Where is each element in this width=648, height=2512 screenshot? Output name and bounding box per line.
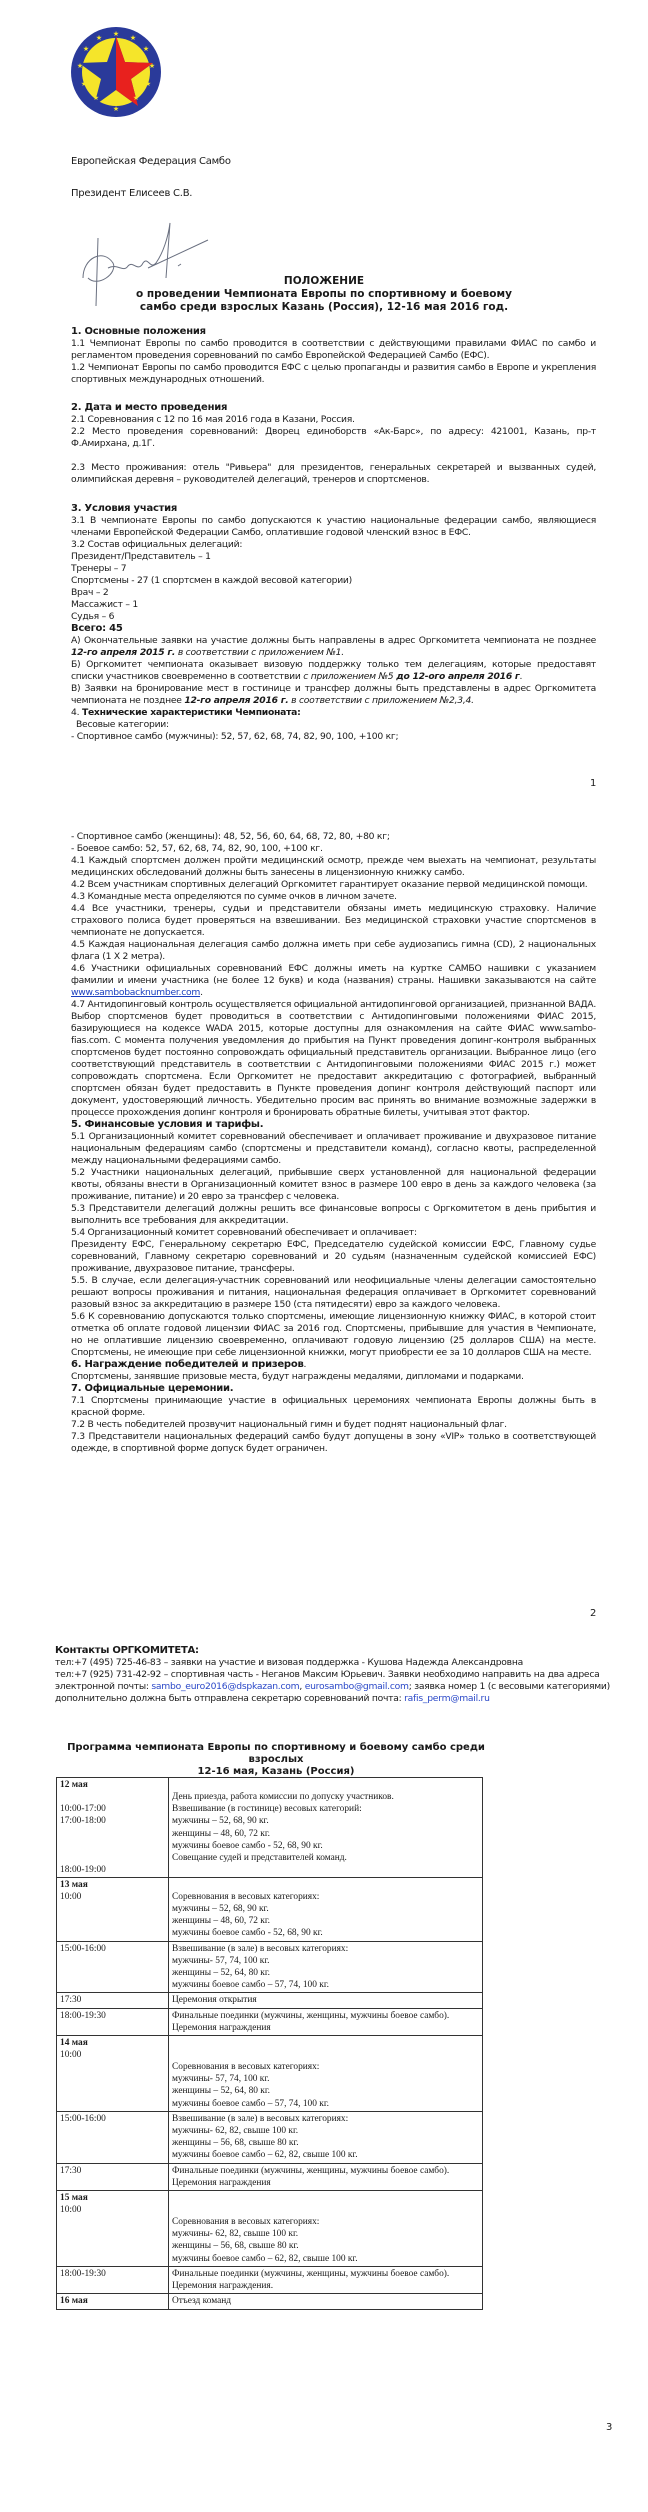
para-4-4: 4.4 Все участники, тренеры, судьи и представители обязаны иметь медицинскую страховку. Наличие страхового полиса будет проверяться на взвешивании. Без медицинской страховки участие спортсменов в чемпионате не допускается. [71,903,596,938]
program-event: Соревнования в весовых категориях: [172,2062,320,2073]
program-event-cell [169,1993,483,2008]
para-2-2: 2.2 Место проведения соревнований: Дворец единоборств «Ак-Барс», по адресу: 421001, Казань, пр-т Ф.Амирхана, д.1Г. [71,426,596,449]
program-event: женщины – 56, 68, свыше 80 кг. [172,2241,299,2252]
program-event [172,1779,479,1791]
svg-text:★: ★ [129,34,137,42]
program-event: мужчины боевое самбо – 62, 82, свыше 100 кг. [172,2253,358,2264]
program-event: Взвешивание (в гостинице) весовых категорий: [172,1804,362,1815]
program-day: 15 мая [60,2193,88,2204]
page-number: 2 [590,1608,597,1619]
program-event-cell [169,2266,483,2293]
program-row [57,2266,483,2293]
program-table [56,1777,483,2310]
program-event: женщины – 52, 64, 80 кг. [172,2086,270,2097]
section-2-heading: 2. Дата и место проведения [71,402,228,413]
delegation-item: Судья – 6 [71,611,115,622]
program-event: мужчины- 57, 74, 100 кг. [172,2074,270,2085]
weights-label: Весовые категории: [76,719,169,730]
para-7-3: 7.3 Представители национальных федераций самбо будут допущены в зону «VIP» только в соответствующей одежде, в спортивной форме допуск будет ограничен. [71,1431,596,1454]
svg-text:★: ★ [92,94,100,102]
program-event: Церемония награждения. [172,2281,274,2292]
weights-women: - Спортивное самбо (женщины): 48, 52, 56, 60, 64, 68, 72, 80, +80 кг; [71,831,390,842]
program-title-line-1: Программа чемпионата Европы по спортивному и боевому самбо среди взрослых [67,1742,485,1765]
program-event: мужчины боевое самбо - 52, 68, 90 кг. [172,1928,323,1939]
program-time-cell [57,2036,169,2112]
program-day: 12 мая [60,1780,88,1790]
program-event-cell [169,1778,483,1878]
email-link[interactable]: eurosambo@gmail.com [304,1681,409,1692]
program-time-cell [57,2111,169,2163]
weights-combat: - Боевое самбо: 52, 57, 62, 68, 74, 82, 90, 100, +100 кг. [71,843,323,854]
program-time: 18:00-19:30 [60,2268,106,2279]
program-time: 17:30 [60,1995,82,2006]
para-3-a: А) Окончательные заявки на участие должны быть направлены в адрес Оргкомитета чемпионата не позднее 12-го апреля 2015 г. в соответствии с приложением №1. [71,635,596,658]
program-event: мужчины – 52, 68, 90 кг. [172,1816,269,1827]
program-event: Церемония награждения [172,2177,271,2188]
program-time: 17:00-18:00 [60,1816,106,1827]
program-row [57,2294,483,2309]
para-2-1: 2.1 Соревнования с 12 по 16 мая 2016 года в Казани, Россия. [71,414,355,425]
svg-text:★: ★ [112,105,120,113]
program-time-cell [57,2008,169,2035]
section-1-heading: 1. Основные положения [71,326,206,337]
program-time: 10:00 [60,1892,82,1903]
para-4-7: 4.7 Антидопинговый контроль осуществляется официальной антидопинговой организацией, признанной ВАДА. Выбор спортсменов будет проводиться в соответствии с Антидопинговыми положениями ФИАС 2015, базирующиеся на кодексе WADA 2015, которые доступны для ознакомления на сайте ФИАС www.sambo-fias.com. С момента получения уведомления до прибытия на Пункт проведения допинг-контроля выбранных спортсменов будет постоянно сопровождать официальный представитель организации. Выбранное лицо (его соответствующий представитель в соответствии с Антидопинговыми положениями ФИАС 2015 г.) может сопровождать спортсмена. Если Оргкомитет не предоставит аккредитацию с фотографией, выбранный спортсмен обязан будет предоставить в Пункте проведения допинг контроля действующий паспорт или документ, удостоверяющий личность. Убедительно просим вас принять во внимание возможные задержки в процессе прохождения допинг контроля и бронировать обратные билеты, учитывая этот фактор. [71,999,596,1118]
section-1 [71,326,596,386]
svg-text:★: ★ [95,34,103,42]
program-event: Соревнования в весовых категориях: [172,1891,320,1902]
delegation-item: Тренеры – 7 [71,563,127,574]
program-event: Взвешивание (в зале) в весовых категориях: [172,1943,349,1954]
program-event: День приезда, работа комиссии по допуску участников. [172,1792,394,1802]
contacts-block [55,1645,645,1705]
program-event: Финальные поединки (мужчины, женщины, мужчины боевое самбо). [172,2268,450,2279]
delegation-total: Всего: 45 [71,623,123,634]
program-time [60,1791,165,1803]
delegation-item: Спортсмены - 27 (1 спортсмен в каждой весовой категории) [71,575,352,586]
email-link[interactable]: rafis_perm@mail.ru [404,1693,490,1704]
org-name: Европейская Федерация Самбо [71,156,231,167]
section-4-heading: Технические характеристики Чемпионата: [81,707,301,718]
para-5-6: 5.6 К соревнованию допускаются только спортсмены, имеющие лицензионную книжку ФИАС, в которой стоит отметка об оплате годовой лицензии ФИАС за 2016 год. Спортсмены, прибывшие для участия в Чемпионате, но не оплатившие лицензию своевременно, оплачивают годовую лицензию (25 долларов США) на месте. Спортсмены, не имеющие при себе лицензионной книжки, могут приобрести ее за 10 долларов США на месте. [71,1311,596,1358]
para-3-2: 3.2 Состав официальных делегаций: [71,539,243,550]
para-4-2: 4.2 Всем участникам спортивных делегаций Оргкомитет гарантирует оказание первой медицинской помощи. [71,879,588,890]
esf-logo [70,26,162,118]
doc-subtitle-1: о проведении Чемпионата Европы по спортивному и боевому [136,288,512,300]
para-5-4: 5.4 Организационный комитет соревнований обеспечивает и оплачивает: [71,1227,417,1238]
program-event: мужчины- 57, 74, 100 кг. [172,1955,270,1966]
program-time: 15:00-16:00 [60,1943,106,1954]
program-time-cell [57,1778,169,1878]
program-row [57,1941,483,1993]
section-3 [71,503,596,743]
program-event [172,2192,479,2204]
doc-subtitle-2: самбо среди взрослых Казань (Россия), 12-16 мая 2016 год. [139,301,509,313]
section-4-heading-line: 4. Технические характеристики Чемпионата: [71,707,301,718]
section-2 [71,402,596,486]
para-2-3: 2.3 Место проживания: отель "Ривьера" для президентов, генеральных секретарей и вызванных судей, олимпийская деревня – руководителей делегаций, тренеров и спортсменов. [71,462,596,485]
program-row [57,1778,483,1878]
program-day: 13 мая [60,1879,88,1890]
para-5-2: 5.2 Участники национальных делегаций, прибывшие сверх установленной для национальной федерации квоты, обязаны внести в Организационный комитет взнос в размере 100 евро в день за каждого человека (за проживание, питание) и 20 евро за трансфер с человека. [71,1167,596,1202]
para-4-3: 4.3 Командные места определяются по сумме очков в личном зачете. [71,891,397,902]
program-event: мужчины боевое самбо – 62, 82, свыше 100 кг. [172,2150,358,2161]
program-event: мужчины- 62, 82, свыше 100 кг. [172,2126,299,2137]
program-event: Финальные поединки (мужчины, женщины, мужчины боевое самбо). [172,2010,450,2021]
program-time: 17:30 [60,2165,82,2176]
program-event: Отъезд команд [172,2296,232,2307]
delegation-item: Президент/Представитель – 1 [71,551,211,562]
program-event-cell [169,2163,483,2190]
para-3-1: 3.1 В чемпионате Европы по самбо допускаются к участию национальные федерации самбо, являющиеся членами Европейской Федерации Самбо, оплатившие годовой членский взнос в ЕФС. [71,515,596,538]
page-number: 3 [606,2422,613,2433]
program-day: 14 мая [60,2038,88,2049]
svg-text:★: ★ [76,62,84,70]
svg-text:★: ★ [112,30,120,38]
svg-text:★: ★ [82,45,90,53]
para-4-5: 4.5 Каждая национальная делегация самбо должна иметь при себе аудиозапись гимна (CD), 2 национальных флага (1 Х 2 метра). [71,939,596,962]
para-1-1: 1.1 Чемпионат Европы по самбо проводится в соответствии с действующими правилами ФИАС по самбо и регламентом проведения соревнований по самбо Европейской Федерацией Самбо (ЕФС). [71,338,596,361]
program-event: женщины – 48, 60, 72 кг. [172,1828,270,1839]
program-event-cell [169,2294,483,2309]
contact-line-1: тел:+7 (495) 725-46-83 – заявки на участие и визовая поддержка - Кушова Надежда Александровна [55,1657,523,1668]
program-event: мужчины – 52, 68, 90 кг. [172,1904,269,1915]
deadline-v: 12-го апреля 2016 г. [184,695,289,706]
program-title-line-2: 12-16 мая, Казань (Россия) [197,1766,355,1777]
para-6: Спортсмены, занявшие призовые места, будут награждены медалями, дипломами и подарками. [71,1371,524,1382]
program-time-cell [57,2163,169,2190]
weights-men: - Спортивное самбо (мужчины): 52, 57, 62, 68, 74, 82, 90, 100, +100 кг; [71,731,399,742]
deadline-b: до 12-ого апреля 2016 г [393,671,520,682]
program-time-cell [57,1877,169,1941]
program-time: 18:00-19:30 [60,2010,106,2021]
doc-title: ПОЛОЖЕНИЕ [283,275,365,287]
para-5-3: 5.3 Представители делегаций должны решить все финансовые вопросы с Оргкомитетом в день прибытия и выполнить все требования для аккредитации. [71,1203,596,1226]
program-time [60,1852,165,1864]
program-day: 16 мая [60,2296,88,2307]
section-3-heading: 3. Условия участия [71,503,178,514]
contacts-heading: Контакты ОРГКОМИТЕТА: [55,1645,199,1656]
program-time: 18:00-19:00 [60,1864,106,1875]
program-event: женщины – 48, 60, 72 кг. [172,1916,270,1927]
program-event: Соревнования в весовых категориях: [172,2217,320,2228]
program-time: 15:00-16:00 [60,2113,106,2124]
delegation-item: Массажист – 1 [71,599,138,610]
program-time-cell [57,2266,169,2293]
program-time: 10:00 [60,2050,82,2061]
program-event [172,1879,479,1891]
program-event: мужчины- 62, 82, свыше 100 кг. [172,2229,299,2240]
para-4-6: 4.6 Участники официальных соревнований ЕФС должны иметь на куртке САМБО нашивки с указанием фамилии и имени участника (не более 12 букв) и кода (названия) страны. Нашивки заказываются на сайте www.sambobacknumber.com. [71,963,596,998]
program-time-cell [57,1941,169,1993]
section-5-heading: 5. Финансовые условия и тарифы. [71,1119,264,1130]
program-event: Церемония открытия [172,1995,257,2006]
program-event: женщины – 56, 68, свыше 80 кг. [172,2138,299,2149]
program-title [56,1742,496,1778]
para-5-1: 5.1 Организационный комитет соревнований обеспечивает и оплачивает проживание и двухразовое питание национальным федерациям самбо (спортсмены и представители команд), согласно квоты, распределенной между национальными федерациями самбо. [71,1131,596,1166]
program-event-cell [169,2191,483,2267]
program-event: мужчины боевое самбо - 52, 68, 90 кг. [172,1840,323,1851]
program-row [57,2036,483,2112]
program-event: Финальные поединки (мужчины, женщины, мужчины боевое самбо). [172,2165,450,2176]
program-event: Взвешивание (в зале) в весовых категориях: [172,2113,349,2124]
program-time-cell [57,2294,169,2309]
program-event-cell [169,2111,483,2163]
program-event-cell [169,1877,483,1941]
program-event [172,2037,479,2049]
email-link[interactable]: sambo_euro2016@dspkazan.com [151,1681,300,1692]
program-time [60,1828,165,1840]
para-3-v: В) Заявки на бронирование мест в гостинице и трансфер должны быть представлены в адрес Оргкомитета чемпионата не позднее 12-го апреля 2016 г. в соответствии с приложением №2,3,4. [71,683,596,706]
program-row [57,2191,483,2267]
program-event-cell [169,2008,483,2035]
program-event: Совещание судей и представителей команд. [172,1853,347,1864]
svg-text:★: ★ [142,45,150,53]
delegation-item: Врач – 2 [71,587,109,598]
program-time-cell [57,1993,169,2008]
program-row [57,1993,483,2008]
deadline-a: 12-го апреля 2015 г. [71,647,176,658]
program-row [57,2008,483,2035]
program-event [172,2204,479,2216]
section-6-heading-line: 6. Награждение победителей и призеров. [71,1359,307,1370]
para-5-4b: Президенту ЕФС, Генеральному секретарю ЕФС, Председателю судейской комиссии ЕФС, Главному судье соревнований, Главному секретарю соревнований и 20 судьям (назначенным судейской комиссией ЕФС) проживание, двухразовое питание, трансферы. [71,1239,596,1274]
program-event [172,2049,479,2061]
program-time-cell [57,2191,169,2267]
section-6-heading: 6. Награждение победителей и призеров [71,1359,304,1370]
program-event: женщины – 52, 64, 80 кг. [172,1968,270,1979]
svg-text:★: ★ [144,80,152,88]
program-event: мужчины боевое самбо – 57, 74, 100 кг. [172,2098,329,2109]
section-4 [71,831,596,1455]
program-row [57,1877,483,1941]
svg-text:★: ★ [132,94,140,102]
program-time [60,1840,165,1852]
president-name: Президент Елисеев С.В. [71,188,193,199]
para-5-5: 5.5. В случае, если делегация-участник соревнований или неофициальные члены делегации самостоятельно решают вопросы проживания и питания, национальная федерация оплачивает в Оргкомитет соревнований разовый взнос за аккредитацию в размере 150 (ста пятидесяти) евро за каждого человека. [71,1275,596,1310]
program-row [57,2111,483,2163]
para-7-2: 7.2 В честь победителей прозвучит национальный гимн и будет поднят национальный флаг. [71,1419,507,1430]
para-1-2: 1.2 Чемпионат Европы по самбо проводится ЕФС с целью пропаганды и развития самбо в Европе и укрепления спортивных международных отношений. [71,362,596,385]
section-7-heading: 7. Официальные церемонии. [71,1383,234,1394]
program-event: Церемония награждения [172,2022,271,2033]
program-event-cell [169,1941,483,1993]
para-4-1: 4.1 Каждый спортсмен должен пройти медицинский осмотр, прежде чем выехать на чемпионат, результаты медицинских обследований должны быть занесены в лицензионную книжку самбо. [71,855,596,878]
sambobacknumber-link[interactable]: www.sambobacknumber.com [71,987,201,998]
title-block [0,275,648,314]
para-7-1: 7.1 Спортсмены принимающие участие в официальных церемониях чемпионата Европы должны быть в красной форме. [71,1395,596,1418]
svg-text:★: ★ [148,62,156,70]
program-time: 10:00 [60,2205,82,2216]
program-event-cell [169,2036,483,2112]
program-time: 10:00-17:00 [60,1804,106,1815]
program-event: мужчины боевое самбо – 57, 74, 100 кг. [172,1980,329,1991]
svg-text:★: ★ [80,80,88,88]
program-row [57,2163,483,2190]
page-number: 1 [590,778,597,789]
para-3-b: Б) Оргкомитет чемпионата оказывает визовую поддержку только тем делегациям, которые предоставят списки участников своевременно в соответствии с приложением №5 до 12-ого апреля 2016 г. [71,659,596,682]
contact-line-2: тел:+7 (925) 731-42-92 – спортивная часть - Неганов Максим Юрьевич. Заявки необходимо направить на два адреса электронной почты: sambo_euro2016@dspkazan.com, eurosambo@gmail.com; заявка номер 1 (с весовыми категориями) дополнительно должна быть отправлена секретарю соревнований почта: rafis_perm@mail.ru [55,1669,610,1704]
